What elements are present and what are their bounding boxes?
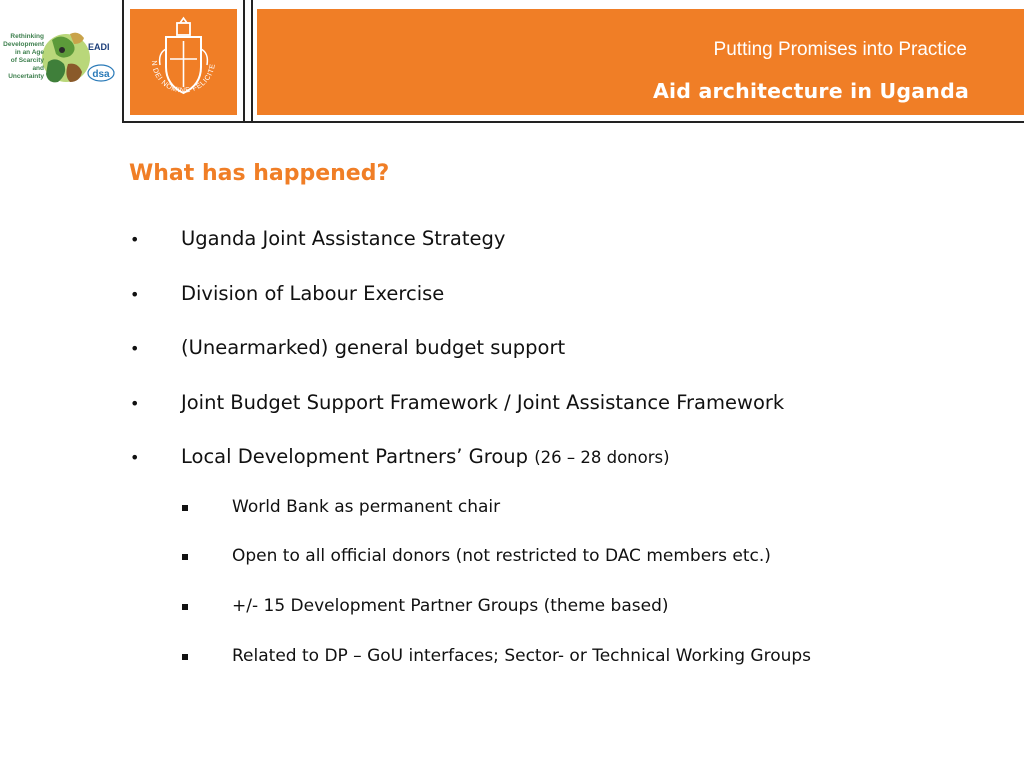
- crest-motto: N DEI NOMINE FELICITE: [149, 60, 217, 95]
- list-item-text: [181, 445, 670, 468]
- square-bullet-icon: [182, 604, 188, 610]
- sub-list-item-text: Open to all official donors (not restricted to DAC members etc.): [232, 546, 771, 566]
- bullet-dot-icon: •: [130, 230, 140, 249]
- list-item-text: Uganda Joint Assistance Strategy: [181, 227, 506, 250]
- logo-line-6: Uncertainty: [8, 73, 44, 80]
- eadi-logo: EADI: [88, 42, 110, 52]
- logo-line-3: in an Age: [14, 49, 44, 56]
- logo-line-2: Development: [3, 41, 44, 48]
- square-bullet-icon: [182, 554, 188, 560]
- bullet-dot-icon: •: [130, 448, 140, 467]
- sub-list-item-text: World Bank as permanent chair: [232, 497, 501, 517]
- logo-line-5: and: [32, 65, 44, 72]
- slide-title: Aid architecture in Uganda: [652, 79, 969, 103]
- list-item-text: (Unearmarked) general budget support: [181, 336, 566, 359]
- square-bullet-icon: [182, 654, 188, 660]
- bullet-dot-icon: •: [130, 339, 140, 358]
- square-bullet-icon: [182, 505, 188, 511]
- sub-list-item-text: +/- 15 Development Partner Groups (theme based): [232, 596, 669, 616]
- sub-list-item-text: Related to DP – GoU interfaces; Sector- or Technical Working Groups: [232, 646, 812, 666]
- bullet-dot-icon: •: [130, 394, 140, 413]
- section-heading: What has happened?: [129, 161, 390, 186]
- bullet-dot-icon: •: [130, 285, 140, 304]
- dsa-logo: dsa: [92, 69, 110, 80]
- logo-line-4: of Scarcity: [10, 57, 44, 64]
- list-item-main-text: Local Development Partners’ Group: [181, 445, 535, 468]
- presentation-subtitle: Putting Promises into Practice: [713, 39, 967, 60]
- list-item-text: Division of Labour Exercise: [181, 282, 445, 305]
- list-item-note: (26 – 28 donors): [534, 448, 670, 467]
- list-item-text: Joint Budget Support Framework / Joint Assistance Framework: [181, 391, 785, 414]
- logo-line-1: Rethinking: [10, 33, 44, 40]
